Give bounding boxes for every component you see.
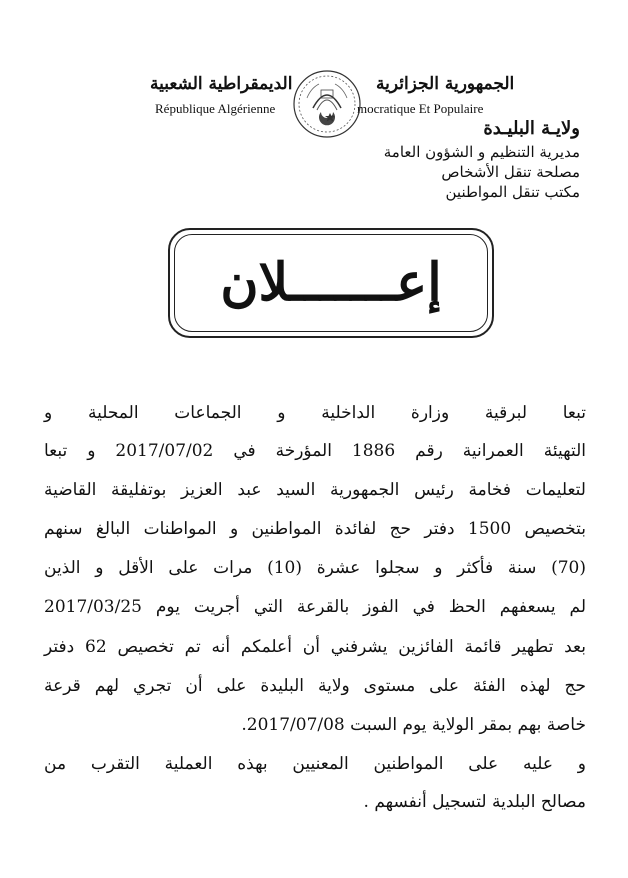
announcement-title-box [168,228,494,338]
body-line-8: حج لهذه الفئة على مستوى ولاية البليدة على أن تجري لهم قرعة [44,676,586,696]
republic-arabic-left: الديمقراطية الشعبية [150,74,293,94]
body-line-11: مصالح البلدية لتسجيل أنفسهم . [363,792,586,812]
body-line-9: خاصة بهم بمقر الولاية يوم السبت 2017/07/08. [241,715,586,735]
wilaya-heading: ولايـة البليـدة [483,118,580,139]
service-line: مصلحة تنقل الأشخاص [441,163,580,181]
announcement-title: إعـــــــلان [220,252,442,313]
office-line: مكتب تنقل المواطنين [445,183,580,201]
algeria-emblem-seal [291,68,363,140]
body-line-10: و عليه على المواطنين المعنيين بهذه العملية التقرب من [44,754,586,774]
body-line-4: بتخصيص 1500 دفتر حج لفائدة المواطنين و المواطنات البالغ سنهم [44,519,586,539]
body-line-2: التهيئة العمرانية رقم 1886 المؤرخة في 2017/07/02 و تبعا [44,441,586,461]
republic-arabic-right: الجمهورية الجزائرية [376,74,515,94]
republic-french-right: mocratique Et Populaire [357,101,484,116]
body-line-3: لتعليمات فخامة رئيس الجمهورية السيد عبد العزيز بوتفليقة القاضية [44,480,586,500]
body-line-6: لم يسعفهم الحظ في الفوز بالقرعة التي أجريت يوم 2017/03/25 [44,597,586,617]
directorate-line: مديرية التنظيم و الشؤون العامة [383,143,580,161]
body-line-7: بعد تطهير قائمة الفائزين يشرفني أن أعلمكم أنه تم تخصيص 62 دفتر [44,637,586,657]
body-line-1: تبعا لبرقية وزارة الداخلية و الجماعات المحلية و [44,403,586,423]
republic-french-left: République Algérienne [155,101,276,116]
body-line-5: (70) سنة فأكثر و سجلوا عشرة (10) مرات على الأقل و الذين [44,558,586,578]
